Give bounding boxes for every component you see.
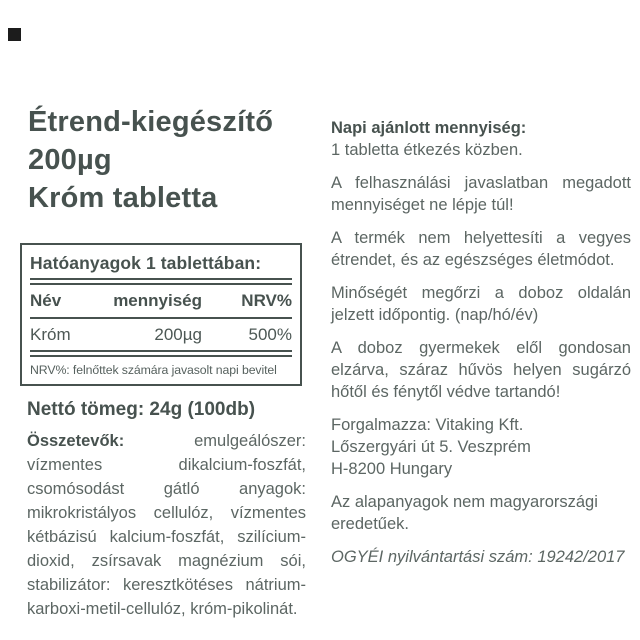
facts-column-header-row — [30, 290, 292, 312]
facts-data-row — [30, 324, 292, 346]
facts-divider-double-bottom — [30, 350, 292, 357]
facts-header: Hatóanyagok 1 tablettában: — [30, 253, 262, 273]
corner-mark — [8, 28, 21, 41]
ingredients-label: Összetevők: — [27, 432, 125, 450]
product-title — [28, 103, 328, 217]
ingredients-paragraph — [27, 429, 306, 621]
product-title-line-2: 200µg — [28, 144, 112, 176]
facts-footnote: NRV%: felnőttek számára javasolt napi bevitel — [30, 363, 277, 377]
facts-value-nrv: 500% — [248, 325, 292, 344]
facts-value-name: Króm — [30, 325, 71, 344]
ingredients-text: emulgeálószer: vízmentes dikalcium-foszfát, csomósodást gátló anyagok: mikrokristályos cellulóz, vízmentes kétbázisú kalcium-foszfát, szilícium-dioxid, zsírsavak magnézium sói, stabilizátor: keresztkötéses nátrium-karboxi-metil-cellulóz, króm-pikolinát. — [27, 432, 306, 618]
warning-dose-limit: A felhasználási javaslatban megadott mennyiséget ne lépje túl! — [331, 174, 631, 214]
dosage-block — [331, 117, 631, 161]
net-weight: Nettó tömeg: 24g (100db) — [27, 399, 256, 420]
usage-column — [331, 117, 631, 579]
warning-balanced-diet: A termék nem helyettesíti a vegyes étrendet, és az egészséges életmódot. — [331, 229, 631, 269]
facts-divider-double-top — [30, 278, 292, 285]
distributor-line-3: H-8200 Hungary — [331, 460, 453, 478]
facts-col-nrv: NRV% — [241, 291, 292, 310]
best-before-note: Minőségét megőrzi a doboz oldalán jelzett időpontig. (nap/hó/év) — [331, 284, 631, 324]
facts-col-name: Név — [30, 291, 62, 310]
dosage-title: Napi ajánlott mennyiség: — [331, 119, 527, 137]
distributor-line-1: Forgalmazza: Vitaking Kft. — [331, 416, 524, 434]
product-title-line-1: Étrend-kiegészítő — [28, 106, 274, 138]
registration-number: OGYÉI nyilvántartási szám: 19242/2017 — [331, 548, 625, 566]
distributor-line-2: Lőszergyári út 5. Veszprém — [331, 438, 531, 456]
supplement-facts-box — [20, 243, 302, 386]
facts-col-quantity: mennyiség — [113, 291, 202, 310]
facts-value-quantity: 200µg — [154, 325, 202, 344]
origin-note: Az alapanyagok nem magyarországi eredetűek. — [331, 493, 598, 533]
storage-note: A doboz gyermekek elől gondosan elzárva, száraz hűvös helyen sugárzó hőtől és fénytől védve tartandó! — [331, 339, 631, 401]
product-title-line-3: Króm tabletta — [28, 182, 218, 214]
facts-divider-single — [30, 317, 292, 319]
dosage-text: 1 tabletta étkezés közben. — [331, 141, 523, 159]
distributor-block — [331, 414, 631, 480]
